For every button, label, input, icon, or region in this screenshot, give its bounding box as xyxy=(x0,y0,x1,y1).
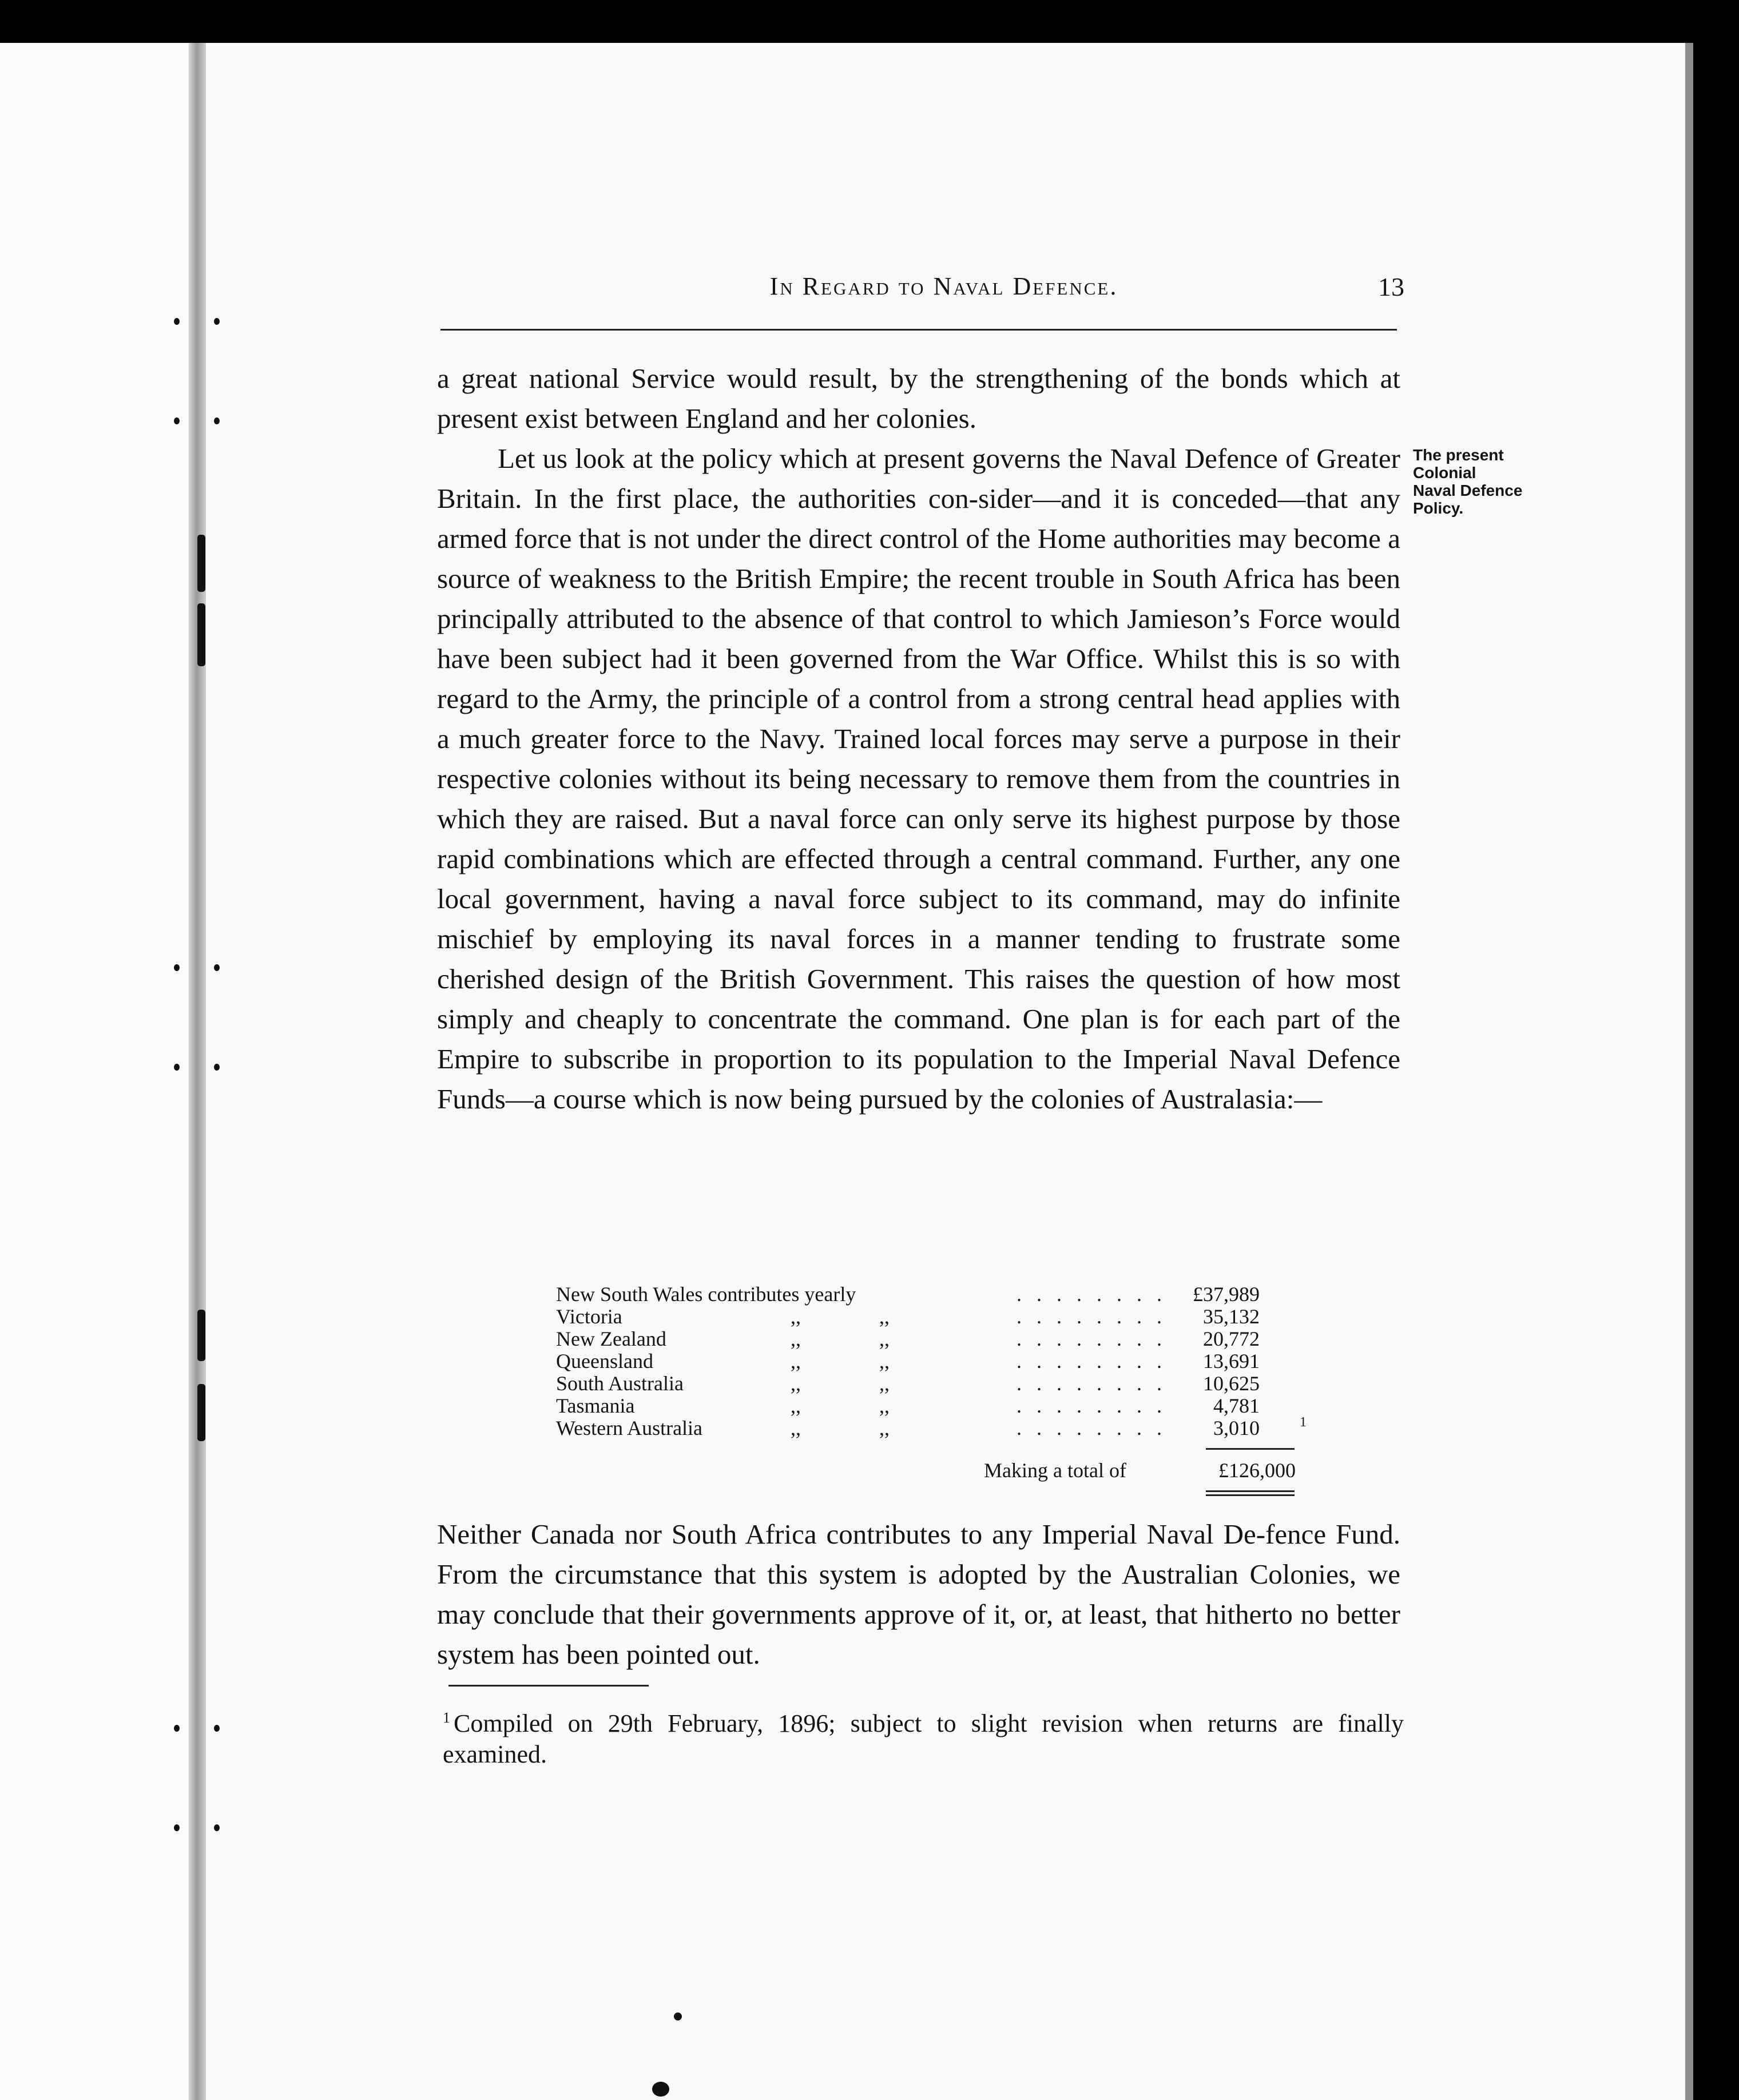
ditto-mark: ,, xyxy=(791,1394,801,1417)
ditto-mark: ,, xyxy=(879,1350,890,1373)
dot-leaders: ........ xyxy=(1017,1305,1177,1328)
binding-dots xyxy=(169,318,221,326)
ditto-mark: ,, xyxy=(879,1305,890,1328)
binding-mark xyxy=(197,535,205,592)
contribution-amount: 20,772 xyxy=(1203,1327,1260,1350)
colony-name: Western Australia xyxy=(556,1417,703,1439)
ditto-mark: ,, xyxy=(791,1417,801,1439)
sidenote-line: Colonial xyxy=(1413,464,1476,482)
binding-dots xyxy=(169,1064,221,1072)
colony-name: New South Wales contributes yearly xyxy=(556,1283,856,1306)
dot-leaders: ........ xyxy=(1017,1372,1177,1395)
contribution-amount: £37,989 xyxy=(1193,1283,1260,1306)
ditto-mark: ,, xyxy=(879,1394,890,1417)
table-row xyxy=(556,1305,1311,1327)
dot-leaders: ........ xyxy=(1017,1394,1177,1417)
ditto-mark: ,, xyxy=(879,1417,890,1439)
ditto-mark: ,, xyxy=(879,1327,890,1350)
table-row xyxy=(556,1417,1311,1439)
contribution-amount: 4,781 xyxy=(1213,1394,1260,1417)
colony-name: South Australia xyxy=(556,1372,684,1395)
paragraph-after-table xyxy=(437,1514,1400,1675)
colony-name: New Zealand xyxy=(556,1327,666,1350)
total-double-rule xyxy=(1206,1490,1295,1496)
colony-name: Tasmania xyxy=(556,1394,635,1417)
ditto-mark: ,, xyxy=(791,1372,801,1395)
dot-leaders: ........ xyxy=(1017,1417,1177,1439)
binding-mark xyxy=(197,603,205,666)
contribution-amount: 35,132 xyxy=(1203,1305,1260,1328)
ink-speck xyxy=(674,2012,682,2021)
margin-sidenote xyxy=(1413,446,1562,517)
binding-dots xyxy=(169,1824,221,1832)
table-row xyxy=(556,1283,1311,1305)
contribution-amount: 13,691 xyxy=(1203,1350,1260,1373)
paragraph-2: Let us look at the policy which at present governs the Naval Defence of Greater Britain. In the first place, the authorities con-sider—and it is conceded—that any armed force that is not under the direct control of the Home authorities may become a source of weakness to the British Empire; the recent trouble in South Africa has been principally attributed to the absence of that control to which Jamieson’s Force would have been subject had it been governed from the War Office. Whilst this is so with regard to the Army, the principle of a control from a strong central head applies with a much greater force to the Navy. Trained local forces may serve a purpose in their respective colonies without its being necessary to remove them from the countries in which they are raised. But a naval force can only serve its highest purpose by those rapid combinations which are effected through a central command. Further, any one local government, having a naval force subject to its command, may do infinite mischief by employing its naval forces in a manner tending to frustrate some cherished design of the British Government. This raises the question of how most simply and cheaply to concentrate the command. One plan is for each part of the Empire to subscribe in proportion to its population to the Imperial Naval Defence Funds—a course which is now being pursued by the colonies of Australasia:— xyxy=(437,443,1400,1115)
contribution-amount: 3,010 xyxy=(1213,1417,1260,1439)
dot-leaders: ........ xyxy=(1017,1350,1177,1373)
sum-rule xyxy=(1206,1448,1295,1450)
table-row xyxy=(556,1327,1311,1350)
paragraph-1: a great national Service would result, by the strengthening of the bonds which at present exist between England and her colonies. xyxy=(437,363,1400,434)
footnote-text: Compiled on 29th February, 1896; subject to slight revision when returns are finally examined. xyxy=(443,1709,1404,1768)
footnote-mark: 1 xyxy=(1300,1415,1307,1430)
footnote-rule xyxy=(448,1685,649,1687)
page-number: 13 xyxy=(1378,272,1404,301)
binding-mark xyxy=(197,1310,205,1361)
page-edge-shadow xyxy=(1685,43,1693,2100)
ditto-mark: ,, xyxy=(791,1327,801,1350)
table-row xyxy=(556,1394,1311,1417)
sidenote-line: The present xyxy=(1413,446,1504,464)
header-rule xyxy=(440,329,1397,331)
table-row xyxy=(556,1350,1311,1372)
contributions-table xyxy=(556,1283,1311,1439)
footnote-number: 1 xyxy=(443,1709,450,1726)
contribution-amount: 10,625 xyxy=(1203,1372,1260,1395)
binding-dots xyxy=(169,417,221,425)
colony-name: Victoria xyxy=(556,1305,622,1328)
sidenote-line: Policy. xyxy=(1413,499,1464,517)
facing-page-edge xyxy=(0,43,189,2100)
binding-dots xyxy=(169,964,221,972)
binding-dots xyxy=(169,1725,221,1733)
footnote xyxy=(443,1703,1404,1770)
dot-leaders: ........ xyxy=(1017,1283,1177,1306)
sidenote-line: Naval Defence xyxy=(1413,482,1523,499)
ditto-mark: ,, xyxy=(791,1305,801,1328)
colony-name: Queensland xyxy=(556,1350,653,1373)
ink-speck xyxy=(652,2082,669,2097)
ditto-mark: ,, xyxy=(791,1350,801,1373)
running-title: In Regard to Naval Defence. xyxy=(769,272,1118,300)
dot-leaders: ........ xyxy=(1017,1327,1177,1350)
ditto-mark: ,, xyxy=(879,1372,890,1395)
paragraph-continued xyxy=(437,359,1400,1119)
binding-mark xyxy=(197,1384,205,1441)
total-label: Making a total of xyxy=(984,1459,1126,1482)
paragraph-3: Neither Canada nor South Africa contributes to any Imperial Naval De-fence Fund. From the circumstance that this system is adopted by the Australian Colonies, we may conclude that their governments approve of it, or, at least, that hitherto no better system has been pointed out. xyxy=(437,1518,1400,1670)
total-value: £126,000 xyxy=(1218,1459,1296,1482)
table-row xyxy=(556,1372,1311,1394)
